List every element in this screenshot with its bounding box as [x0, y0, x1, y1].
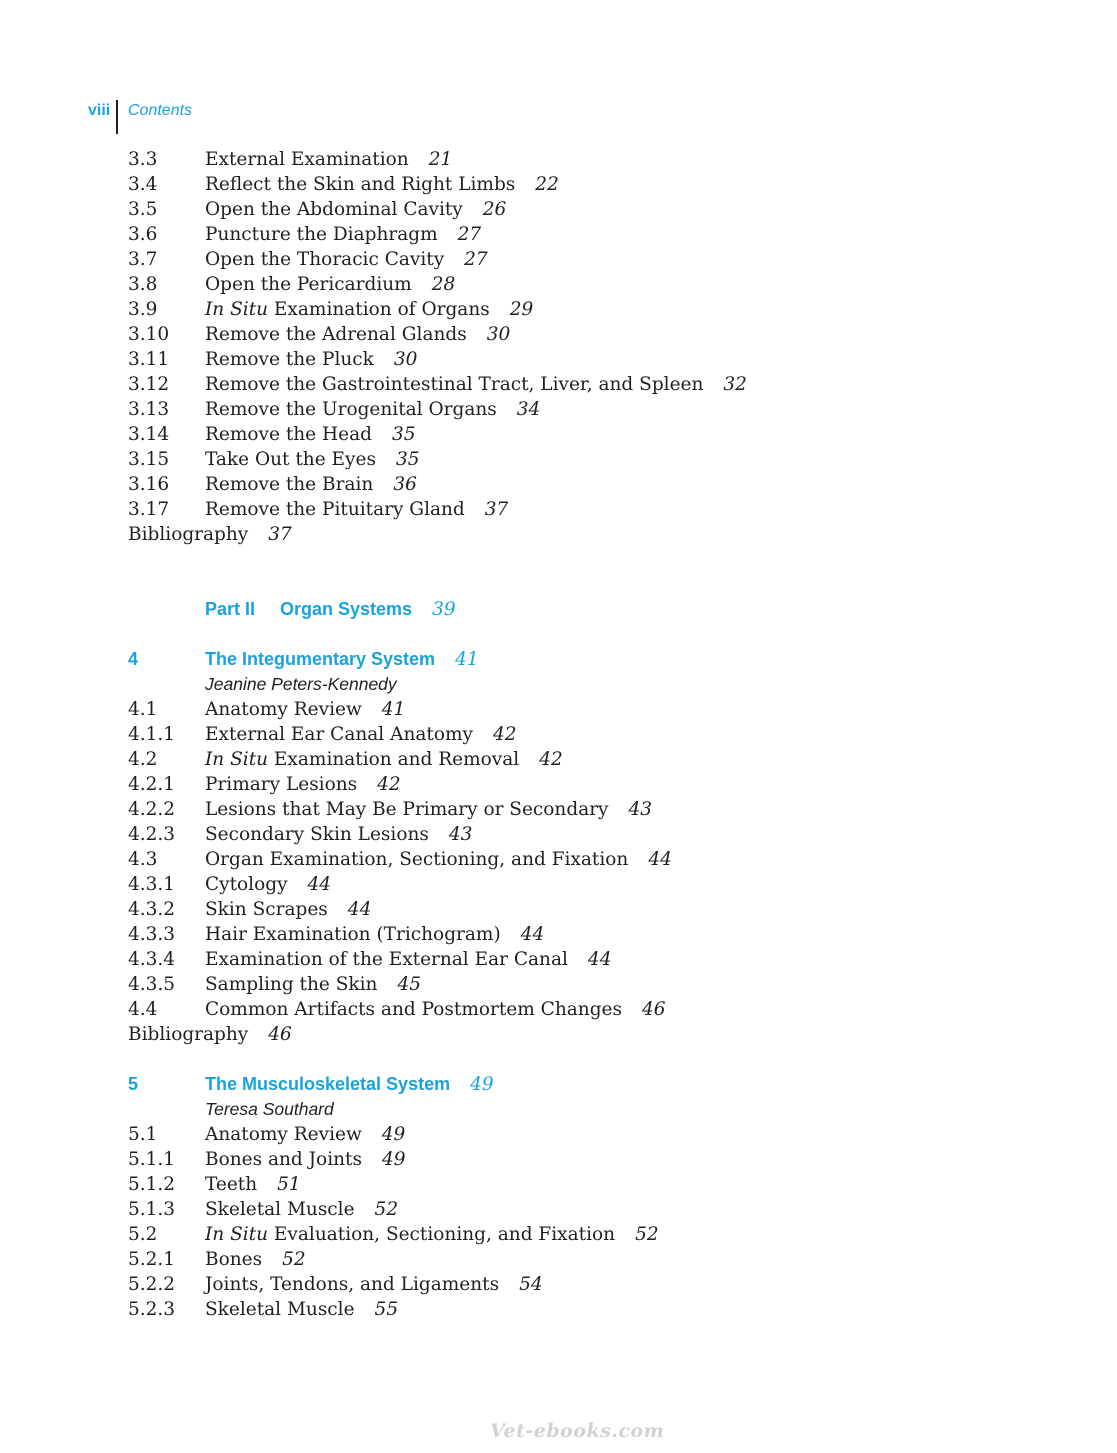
chapter-number: 4: [128, 649, 139, 669]
toc-entry[interactable]: [128, 1222, 1028, 1247]
entry-number: 5.2.1: [128, 1249, 176, 1270]
entry-title: Remove the Urogenital Organs: [205, 399, 497, 420]
toc-entry[interactable]: [128, 197, 1028, 222]
entry-page: 52: [374, 1199, 399, 1220]
entry-page: 43: [448, 824, 473, 845]
entry-number: 3.12: [128, 374, 170, 395]
chapter-author: Jeanine Peters-Kennedy: [205, 674, 397, 694]
entry-page: 43: [628, 799, 653, 820]
entry-number: 3.3: [128, 149, 158, 170]
toc-entry[interactable]: [128, 997, 1028, 1022]
entry-title: Remove the Gastrointestinal Tract, Liver, and Spleen: [205, 374, 704, 395]
entry-number: 4.3.5: [128, 974, 176, 995]
toc-entry-list: [128, 1122, 1028, 1322]
entry-page: 30: [486, 324, 511, 345]
entry-number: 4.2: [128, 749, 158, 770]
part-page: 39: [432, 599, 456, 620]
entry-number: 5.2.2: [128, 1274, 176, 1295]
entry-number: 4.4: [128, 999, 158, 1020]
entry-number: 4.1: [128, 699, 158, 720]
toc-entry[interactable]: [128, 272, 1028, 297]
entry-page: 42: [539, 749, 563, 770]
toc-entry[interactable]: [128, 297, 1028, 322]
chapter-heading[interactable]: [128, 647, 1028, 672]
entry-number: 5.1: [128, 1124, 158, 1145]
toc-chapter5: [128, 1072, 1028, 1322]
entry-page: 52: [635, 1224, 659, 1245]
entry-page: 30: [393, 349, 418, 370]
toc-entry[interactable]: [128, 947, 1028, 972]
entry-title: Joints, Tendons, and Ligaments: [205, 1274, 500, 1295]
entry-number: 3.7: [128, 249, 158, 270]
entry-number: 3.13: [128, 399, 170, 420]
toc-entry[interactable]: [128, 322, 1028, 347]
entry-number: 4.3: [128, 849, 158, 870]
toc-entry[interactable]: [128, 697, 1028, 722]
entry-title: Anatomy Review: [205, 1124, 362, 1145]
entry-number: 3.4: [128, 174, 158, 195]
entry-title: Common Artifacts and Postmortem Changes: [205, 999, 622, 1020]
toc-entry[interactable]: [128, 922, 1028, 947]
toc-entry[interactable]: [128, 497, 1028, 522]
chapter-title: The Musculoskeletal System: [205, 1074, 451, 1094]
toc-entry[interactable]: [128, 1172, 1028, 1197]
toc-entry[interactable]: [128, 447, 1028, 472]
running-title: Contents: [128, 102, 193, 119]
toc-entry[interactable]: [128, 1122, 1028, 1147]
toc-entry[interactable]: [128, 872, 1028, 897]
bibliography-page: 37: [268, 524, 292, 545]
page-number: viii: [88, 102, 111, 119]
toc-entry-list: [128, 697, 1028, 1022]
entry-title: Open the Thoracic Cavity: [205, 249, 445, 270]
toc-entry[interactable]: [128, 1147, 1028, 1172]
entry-title: Organ Examination, Sectioning, and Fixation: [205, 849, 629, 870]
entry-page: 44: [648, 849, 672, 870]
chapter-author-line: [128, 672, 1028, 697]
entry-title: Examination of Organs: [268, 299, 490, 320]
entry-page: 44: [307, 874, 332, 895]
entry-number: 5.1.1: [128, 1149, 176, 1170]
part-label: Part II: [205, 599, 256, 619]
entry-number: 5.1.3: [128, 1199, 176, 1220]
entry-page: 32: [723, 374, 747, 395]
toc-entry[interactable]: [128, 772, 1028, 797]
entry-page: 44: [347, 899, 372, 920]
entry-title: Remove the Pluck: [205, 349, 374, 370]
entry-number: 4.2.3: [128, 824, 176, 845]
chapter-page: 49: [470, 1074, 494, 1095]
entry-title: Skin Scrapes: [205, 899, 328, 920]
entry-page: 51: [277, 1174, 301, 1195]
toc-entry[interactable]: [128, 747, 1028, 772]
entry-page: 37: [484, 499, 509, 520]
entry-page: 27: [457, 224, 482, 245]
entry-number: 4.2.1: [128, 774, 176, 795]
entry-page: 52: [282, 1249, 306, 1270]
toc-entry[interactable]: [128, 472, 1028, 497]
toc-entry[interactable]: [128, 1297, 1028, 1322]
toc-entry[interactable]: [128, 247, 1028, 272]
bibliography-label: Bibliography: [128, 524, 249, 545]
toc-part-heading[interactable]: [205, 597, 456, 622]
entry-title: Open the Pericardium: [205, 274, 412, 295]
entry-page: 54: [519, 1274, 543, 1295]
toc-entry[interactable]: [128, 1197, 1028, 1222]
entry-title: Take Out the Eyes: [205, 449, 376, 470]
entry-page: 55: [374, 1299, 399, 1320]
toc-entry[interactable]: [128, 397, 1028, 422]
entry-title: Sampling the Skin: [205, 974, 378, 995]
toc-entry[interactable]: [128, 797, 1028, 822]
entry-number: 5.2.3: [128, 1299, 176, 1320]
entry-title: Skeletal Muscle: [205, 1199, 355, 1220]
entry-number: 4.3.2: [128, 899, 176, 920]
entry-title: Cytology: [205, 874, 288, 895]
entry-title: Anatomy Review: [205, 699, 362, 720]
entry-page: 44: [520, 924, 545, 945]
entry-title: Teeth: [205, 1174, 258, 1195]
entry-number: 4.3.1: [128, 874, 176, 895]
entry-number: 3.8: [128, 274, 158, 295]
entry-title: Remove the Pituitary Gland: [205, 499, 465, 520]
entry-page: 29: [509, 299, 534, 320]
entry-title: External Ear Canal Anatomy: [205, 724, 473, 745]
toc-entry[interactable]: [128, 147, 1028, 172]
entry-page: 34: [516, 399, 541, 420]
entry-title: Reflect the Skin and Right Limbs: [205, 174, 516, 195]
entry-title: External Examination: [205, 149, 409, 170]
entry-number: 4.3.4: [128, 949, 176, 970]
entry-title: Remove the Head: [205, 424, 372, 445]
entry-page: 45: [397, 974, 421, 995]
entry-number: 3.15: [128, 449, 170, 470]
entry-page: 44: [587, 949, 612, 970]
entry-page: 42: [377, 774, 401, 795]
entry-page: 21: [428, 149, 453, 170]
toc-entry[interactable]: [128, 1272, 1028, 1297]
chapter-heading[interactable]: [128, 1072, 1028, 1097]
entry-title: Evaluation, Sectioning, and Fixation: [268, 1224, 616, 1245]
entry-title: Primary Lesions: [205, 774, 358, 795]
entry-number: 3.16: [128, 474, 170, 495]
chapter-title: The Integumentary System: [205, 649, 436, 669]
toc-entry[interactable]: [128, 372, 1028, 397]
entry-title: Puncture the Diaphragm: [205, 224, 438, 245]
entry-page: 49: [381, 1124, 406, 1145]
part-title: Organ Systems: [280, 599, 413, 619]
toc-entry[interactable]: [128, 1247, 1028, 1272]
toc-chapter3-continued: [128, 147, 1028, 547]
entry-number: 5.1.2: [128, 1174, 176, 1195]
entry-title: Bones and Joints: [205, 1149, 362, 1170]
entry-page: 27: [464, 249, 488, 270]
toc-entry[interactable]: [128, 822, 1028, 847]
entry-title: Open the Abdominal Cavity: [205, 199, 463, 220]
entry-page: 35: [395, 449, 420, 470]
toc-entry[interactable]: [128, 347, 1028, 372]
entry-number: 3.14: [128, 424, 170, 445]
toc-bibliography[interactable]: [128, 1022, 1028, 1047]
entry-number: 3.11: [128, 349, 170, 370]
chapter-author-line: [128, 1097, 1028, 1122]
toc-entry-list: [128, 147, 1028, 522]
chapter-page: 41: [455, 649, 479, 670]
entry-number: 3.6: [128, 224, 158, 245]
toc-entry[interactable]: [128, 972, 1028, 997]
entry-title-italic: In Situ: [205, 1224, 269, 1245]
toc-entry[interactable]: [128, 172, 1028, 197]
entry-number: 4.2.2: [128, 799, 176, 820]
entry-title: Skeletal Muscle: [205, 1299, 355, 1320]
entry-title: Examination of the External Ear Canal: [205, 949, 568, 970]
entry-page: 26: [482, 199, 507, 220]
entry-title: Hair Examination (Trichogram): [205, 924, 501, 945]
entry-number: 5.2: [128, 1224, 158, 1245]
entry-page: 46: [641, 999, 666, 1020]
entry-title-italic: In Situ: [205, 299, 269, 320]
entry-title-italic: In Situ: [205, 749, 269, 770]
toc-entry[interactable]: [128, 722, 1028, 747]
entry-title: Examination and Removal: [268, 749, 520, 770]
entry-page: 35: [391, 424, 416, 445]
entry-number: 3.5: [128, 199, 158, 220]
toc-entry[interactable]: [128, 222, 1028, 247]
chapter-number: 5: [128, 1074, 139, 1094]
bibliography-label: Bibliography: [128, 1024, 249, 1045]
toc-entry[interactable]: [128, 847, 1028, 872]
header-divider: [116, 100, 118, 134]
entry-page: 41: [381, 699, 406, 720]
toc-bibliography[interactable]: [128, 522, 1028, 547]
chapter-author: Teresa Southard: [205, 1099, 334, 1119]
entry-title: Bones: [205, 1249, 263, 1270]
entry-number: 3.17: [128, 499, 170, 520]
entry-page: 42: [492, 724, 517, 745]
watermark-logo: Vet-ebooks.com: [490, 1420, 665, 1442]
entry-number: 3.10: [128, 324, 170, 345]
entry-title: Lesions that May Be Primary or Secondary: [205, 799, 609, 820]
entry-title: Secondary Skin Lesions: [205, 824, 429, 845]
entry-page: 36: [393, 474, 417, 495]
entry-page: 49: [381, 1149, 406, 1170]
entry-page: 22: [535, 174, 559, 195]
entry-title: Remove the Brain: [205, 474, 374, 495]
entry-number: 4.3.3: [128, 924, 176, 945]
toc-chapter4: [128, 647, 1028, 1047]
bibliography-page: 46: [268, 1024, 292, 1045]
toc-entry[interactable]: [128, 422, 1028, 447]
entry-number: 4.1.1: [128, 724, 176, 745]
entry-title: Remove the Adrenal Glands: [205, 324, 467, 345]
entry-page: 28: [431, 274, 456, 295]
toc-entry[interactable]: [128, 897, 1028, 922]
entry-number: 3.9: [128, 299, 158, 320]
